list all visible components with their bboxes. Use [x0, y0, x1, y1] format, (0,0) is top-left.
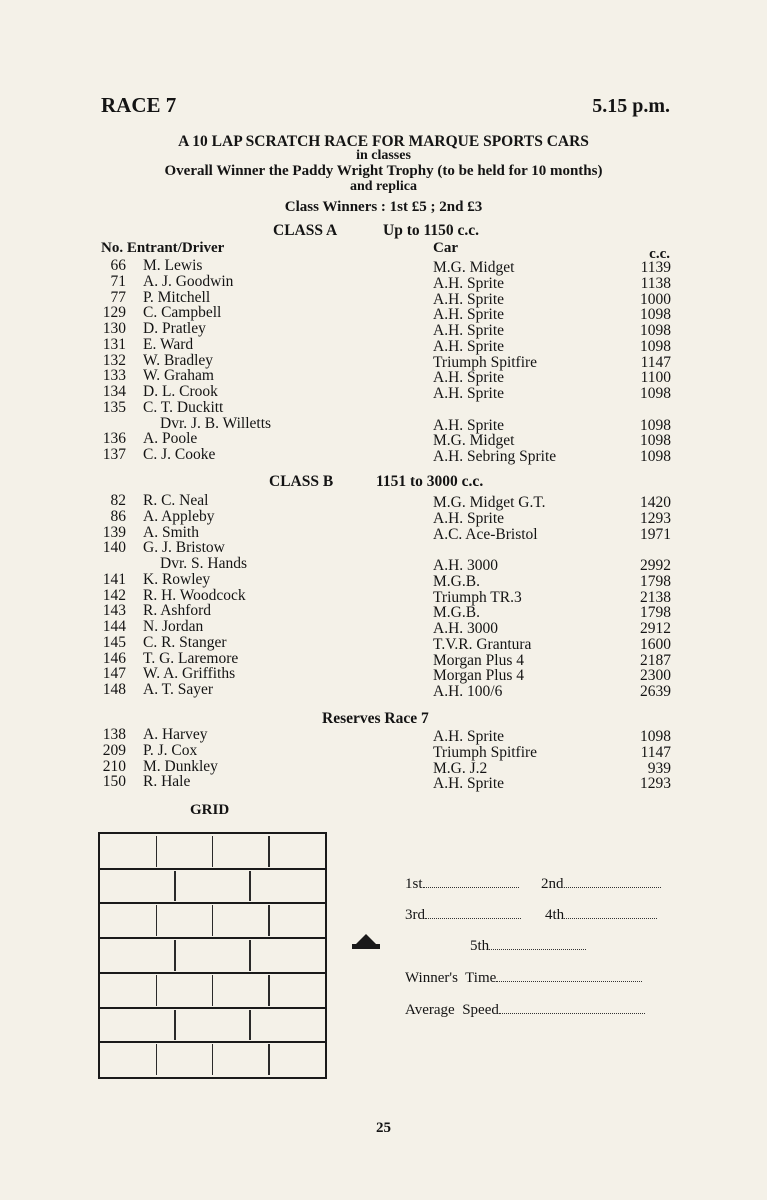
result-fifth-label: 5th	[470, 938, 490, 954]
class-a-name: M. Lewis	[143, 257, 203, 274]
class-b-row	[0, 651, 767, 667]
class-a-row	[0, 384, 767, 400]
class-a-car: M.G. Midget	[433, 432, 515, 450]
class-b-name: K. Rowley	[143, 570, 211, 588]
class-b-row	[0, 525, 767, 541]
class-b-row	[0, 540, 767, 556]
class-b-row	[0, 619, 767, 635]
class-b-name: Dvr. S. Hands	[160, 555, 247, 572]
grid-row-divider	[100, 902, 325, 904]
class-b-cc: 2300	[640, 667, 671, 685]
class-b-cc: 1600	[640, 635, 671, 653]
reserves-no: 210	[102, 757, 126, 775]
reserves-name: A. Harvey	[143, 726, 208, 743]
class-b-cc: 2187	[640, 651, 671, 669]
class-b-no: 141	[102, 570, 126, 588]
class-b-cc: 1420	[640, 494, 671, 511]
average-speed-label: Average Speed	[405, 1002, 499, 1018]
result-first	[405, 875, 519, 893]
class-a-no: 71	[110, 272, 126, 290]
class-b-no: 145	[102, 633, 126, 651]
column-header-cc: c.c.	[649, 246, 670, 262]
class-b-cc: 1293	[640, 509, 671, 527]
class-a-row	[0, 304, 767, 324]
result-fifth	[470, 937, 586, 955]
class-a-car: A.H. Sprite	[433, 290, 505, 308]
reserves-title: Reserves Race 7	[322, 710, 429, 727]
result-first-blank[interactable]	[423, 875, 519, 888]
winners-time-blank[interactable]	[496, 969, 642, 982]
class-b-no: 139	[102, 523, 126, 541]
class-a-no: 133	[102, 367, 126, 385]
class-b-no: 146	[102, 649, 126, 667]
reserves-row	[0, 773, 767, 793]
grid-row-divider	[100, 868, 325, 870]
class-b-row	[0, 682, 767, 698]
race-time: 5.15 p.m.	[592, 95, 670, 117]
grid-row-divider	[100, 937, 325, 939]
class-a-cc: 1098	[640, 322, 671, 339]
class-b-no: 82	[110, 492, 126, 509]
race-title: RACE 7	[101, 93, 177, 117]
class-a-no: 66	[110, 257, 126, 274]
class-b-cc: 2138	[640, 588, 671, 606]
class-a-name: D. Pratley	[143, 320, 206, 337]
class-a-no: 136	[102, 430, 126, 448]
class-b-range: 1151 to 3000 c.c.	[376, 473, 484, 490]
class-a-no: 131	[102, 335, 126, 353]
reserves-no: 150	[102, 773, 126, 791]
class-a-row	[0, 353, 767, 369]
result-second-blank[interactable]	[564, 875, 661, 888]
grid-slot-divider	[268, 1044, 270, 1075]
reserves-car: M.G. J.2	[433, 759, 488, 777]
grid-slot-divider	[268, 975, 270, 1006]
class-b-cc: 2992	[640, 557, 671, 574]
class-a-range: Up to 1150 c.c.	[383, 222, 480, 239]
class-a-cc: 1098	[640, 432, 671, 450]
class-a-name: W. Graham	[143, 367, 214, 385]
class-a-row	[0, 258, 767, 274]
class-b-cc: 1798	[640, 572, 671, 590]
replica-line: and replica	[349, 179, 418, 194]
trophy-line: Overall Winner the Paddy Wright Trophy (to be held for 10 months)	[164, 163, 603, 179]
class-b-car: T.V.R. Grantura	[433, 635, 532, 653]
class-b-name: W. A. Griffiths	[143, 665, 236, 683]
class-b-title: CLASS B	[269, 473, 334, 490]
reserves-cc: 1293	[640, 775, 671, 793]
class-a-name: A. Poole	[143, 430, 198, 448]
result-second-label: 2nd	[541, 876, 564, 892]
class-a-name: C. T. Duckitt	[143, 398, 224, 416]
grid-slot-divider	[156, 975, 158, 1006]
result-third-blank[interactable]	[425, 906, 521, 919]
class-a-name: D. L. Crook	[143, 383, 218, 400]
class-b-no: 147	[102, 665, 126, 683]
class-a-name: P. Mitchell	[143, 288, 211, 306]
class-a-row	[0, 367, 767, 387]
class-b-name: G. J. Bristow	[143, 539, 225, 557]
class-b-name: C. R. Stanger	[143, 633, 227, 651]
column-header-entrant: No. Entrant/Driver	[101, 240, 225, 256]
reserves-name: M. Dunkley	[143, 757, 218, 775]
grid-slot-divider	[212, 1044, 214, 1075]
class-a-car: A.H. Sprite	[433, 322, 505, 339]
class-a-car: M.G. Midget	[433, 259, 515, 276]
reserves-row	[0, 727, 767, 743]
reserves-name: P. J. Cox	[143, 741, 198, 759]
class-a-cc: 1098	[640, 448, 671, 465]
class-b-name: A. Appleby	[143, 507, 215, 525]
class-a-no: 137	[102, 446, 126, 463]
class-b-car: A.H. 100/6	[433, 683, 503, 700]
result-third-label: 3rd	[405, 907, 425, 923]
class-b-no: 140	[102, 539, 126, 557]
reserves-cc: 939	[647, 759, 671, 777]
class-a-car: Triumph Spitfire	[433, 353, 538, 371]
class-a-row	[0, 416, 767, 432]
result-fourth-blank[interactable]	[564, 906, 657, 919]
class-a-row	[0, 290, 767, 306]
arrow-up-icon	[350, 932, 382, 950]
result-second	[541, 875, 661, 893]
class-a-cc: 1139	[640, 259, 671, 276]
class-a-cc: 1098	[640, 306, 671, 324]
reserves-no: 209	[102, 741, 126, 759]
result-fourth	[545, 906, 657, 924]
grid-slot-divider	[156, 905, 158, 936]
class-a-no: 130	[102, 320, 126, 337]
class-a-car: A.H. Sprite	[433, 306, 505, 324]
class-b-car: A.H. 3000	[433, 620, 499, 637]
class-a-row	[0, 274, 767, 290]
grid-slot-divider	[174, 871, 176, 902]
reserves-car: A.H. Sprite	[433, 728, 505, 745]
class-a-cc: 1098	[640, 416, 671, 434]
class-a-no: 134	[102, 383, 126, 400]
reserves-no: 138	[102, 726, 126, 743]
class-b-no: 144	[102, 618, 126, 635]
class-a-name: C. Campbell	[143, 304, 222, 322]
class-a-no: 132	[102, 351, 126, 369]
class-b-car: A.C. Ace-Bristol	[433, 525, 538, 543]
reserves-car: A.H. Sprite	[433, 775, 505, 793]
class-a-row	[0, 430, 767, 450]
class-a-row	[0, 447, 767, 463]
class-a-cc: 1000	[640, 290, 671, 308]
grid-slot-divider	[156, 1044, 158, 1075]
grid-slot-divider	[249, 871, 251, 902]
class-a-cc: 1098	[640, 337, 671, 355]
race-in-classes: in classes	[356, 148, 411, 163]
result-first-label: 1st	[405, 876, 423, 892]
class-b-car: M.G.B.	[433, 572, 480, 590]
race-description: A 10 LAP SCRATCH RACE FOR MARQUE SPORTS CARS	[178, 133, 589, 150]
class-b-no: 86	[110, 507, 126, 525]
result-fourth-label: 4th	[545, 907, 565, 923]
class-b-name: R. Ashford	[143, 602, 212, 620]
class-a-car: A.H. Sprite	[433, 274, 505, 292]
class-b-no: 143	[102, 602, 126, 620]
class-a-name: C. J. Cooke	[143, 446, 216, 463]
page-number: 25	[376, 1120, 391, 1136]
grid-slot-divider	[249, 1010, 251, 1041]
grid-slot-divider	[174, 940, 176, 971]
grid-slot-divider	[249, 940, 251, 971]
class-b-row	[0, 572, 767, 588]
winners-time	[405, 969, 642, 987]
class-a-name: W. Bradley	[143, 351, 214, 369]
class-a-title: CLASS A	[273, 222, 338, 239]
class-a-cc: 1098	[640, 385, 671, 402]
class-b-row	[0, 602, 767, 622]
class-b-car: A.H. Sprite	[433, 509, 505, 527]
class-b-name: A. Smith	[143, 523, 199, 541]
grid-slot-divider	[268, 905, 270, 936]
grid-slot-divider	[174, 1010, 176, 1041]
average-speed-blank[interactable]	[499, 1001, 645, 1014]
class-b-cc: 1798	[640, 604, 671, 622]
reserves-cc: 1147	[640, 743, 671, 761]
class-b-car: A.H. 3000	[433, 557, 499, 574]
class-b-row	[0, 509, 767, 525]
class-b-row	[0, 493, 767, 509]
reserves-car: Triumph Spitfire	[433, 743, 538, 761]
starting-grid-diagram	[98, 832, 327, 1079]
class-a-car: A.H. Sprite	[433, 416, 505, 434]
class-a-cc: 1147	[640, 353, 671, 371]
class-b-no: 148	[102, 681, 126, 698]
class-b-name: R. C. Neal	[143, 492, 209, 509]
class-b-cc: 2912	[640, 620, 671, 637]
class-a-car: A.H. Sprite	[433, 369, 505, 387]
class-b-name: N. Jordan	[143, 618, 204, 635]
class-b-name: R. H. Woodcock	[143, 586, 246, 604]
grid-label: GRID	[190, 802, 230, 818]
class-b-cc: 1971	[640, 525, 671, 543]
winners-time-label: Winner's Time	[405, 970, 497, 986]
grid-slot-divider	[212, 975, 214, 1006]
class-b-row	[0, 665, 767, 685]
class-b-car: Morgan Plus 4	[433, 667, 525, 685]
class-a-car: A.H. Sprite	[433, 385, 505, 402]
class-a-row	[0, 337, 767, 353]
class-b-row	[0, 635, 767, 651]
class-a-name: Dvr. J. B. Willetts	[160, 414, 272, 432]
grid-slot-divider	[156, 836, 158, 867]
reserves-cc: 1098	[640, 728, 671, 745]
class-a-name: E. Ward	[143, 335, 194, 353]
column-header-car: Car	[433, 240, 458, 256]
grid-slot-divider	[212, 836, 214, 867]
class-a-no: 129	[102, 304, 126, 322]
grid-row-divider	[100, 1041, 325, 1043]
class-b-car: Morgan Plus 4	[433, 651, 525, 669]
class-b-name: A. T. Sayer	[143, 681, 214, 698]
reserves-name: R. Hale	[143, 773, 191, 791]
reserves-row	[0, 759, 767, 775]
class-b-name: T. G. Laremore	[143, 649, 239, 667]
class-a-row	[0, 400, 767, 416]
class-a-no: 135	[102, 398, 126, 416]
average-speed	[405, 1001, 645, 1019]
class-a-row	[0, 321, 767, 337]
class-a-no: 77	[110, 288, 126, 306]
grid-row-divider	[100, 1007, 325, 1009]
class-a-cc: 1100	[640, 369, 671, 387]
class-b-no: 142	[102, 586, 126, 604]
class-b-row	[0, 588, 767, 604]
grid-slot-divider	[212, 905, 214, 936]
class-b-row	[0, 556, 767, 572]
result-fifth-blank[interactable]	[489, 937, 586, 950]
class-a-cc: 1138	[640, 274, 671, 292]
grid-row-divider	[100, 972, 325, 974]
class-a-car: A.H. Sprite	[433, 337, 505, 355]
result-third	[405, 906, 521, 924]
grid-slot-divider	[268, 836, 270, 867]
prize-line: Class Winners : 1st £5 ; 2nd £3	[284, 199, 483, 215]
class-a-name: A. J. Goodwin	[143, 272, 234, 290]
class-b-car: M.G.B.	[433, 604, 480, 622]
class-b-car: Triumph TR.3	[433, 588, 522, 606]
class-a-car: A.H. Sebring Sprite	[433, 448, 557, 465]
class-b-car: M.G. Midget G.T.	[433, 494, 546, 511]
reserves-row	[0, 743, 767, 759]
class-b-cc: 2639	[640, 683, 671, 700]
